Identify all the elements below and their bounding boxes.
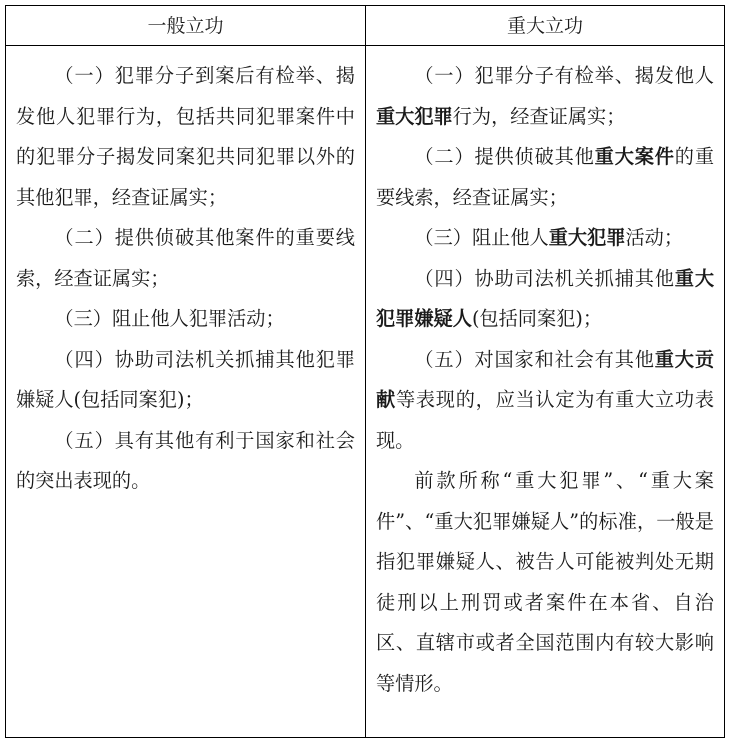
major-item-text: 行为，经查证属实； — [452, 104, 626, 128]
major-item — [376, 56, 714, 137]
major-item — [376, 259, 714, 340]
major-item-text: 的重要线索，经查证属实； — [376, 145, 715, 209]
general-merit-column — [6, 46, 365, 502]
major-item-emphasis: 重大犯罪嫌疑人 — [376, 266, 715, 330]
comparison-table — [5, 5, 725, 738]
header-major-merit: 重大立功 — [506, 15, 583, 37]
major-item-text: （三）阻止他人 — [414, 226, 549, 249]
major-item-emphasis: 重大犯罪 — [376, 104, 453, 128]
general-item: （三）阻止他人犯罪活动； — [54, 307, 285, 330]
header-general-merit: 一般立功 — [147, 15, 224, 37]
major-standard-note: 前款所称“重大犯罪”、“重大案件”、“重大犯罪嫌疑人”的标准，一般是指犯罪嫌疑人、被告人可能被判处无期徒刑以上刑罚或者案件在本省、自治区、直辖市或者全国范围内有较大影响等情形。 — [376, 469, 714, 695]
major-item — [376, 137, 714, 218]
major-item-text: （一）犯罪分子有检举、揭发他人 — [414, 64, 714, 87]
major-item-emphasis: 重大犯罪 — [548, 226, 626, 249]
major-item — [376, 340, 714, 462]
major-item-text: 活动； — [625, 226, 684, 249]
major-item-text: 等表现的，应当认定为有重大立功表现。 — [376, 388, 715, 452]
major-item — [376, 218, 714, 259]
general-item: （一）犯罪分子到案后有检举、揭发他人犯罪行为，包括共同犯罪案件中的犯罪分子揭发同案犯共同犯罪以外的其他犯罪，经查证属实； — [16, 64, 355, 209]
major-merit-column — [366, 46, 724, 704]
major-item-emphasis: 重大贡献 — [376, 347, 715, 411]
general-item: （四）协助司法机关抓捕其他犯罪嫌疑人(包括同案犯)； — [16, 347, 355, 411]
major-item-text: （四）协助司法机关抓捕其他 — [414, 266, 675, 290]
major-item-text: (包括同案犯)； — [471, 307, 603, 330]
general-item: （二）提供侦破其他案件的重要线索，经查证属实； — [16, 226, 355, 290]
general-item: （五）具有其他有利于国家和社会的突出表现的。 — [16, 428, 355, 492]
major-item-text: （二）提供侦破其他 — [414, 145, 595, 168]
major-item-emphasis: 重大案件 — [594, 145, 675, 168]
major-item-text: （五）对国家和社会有其他 — [414, 347, 655, 371]
